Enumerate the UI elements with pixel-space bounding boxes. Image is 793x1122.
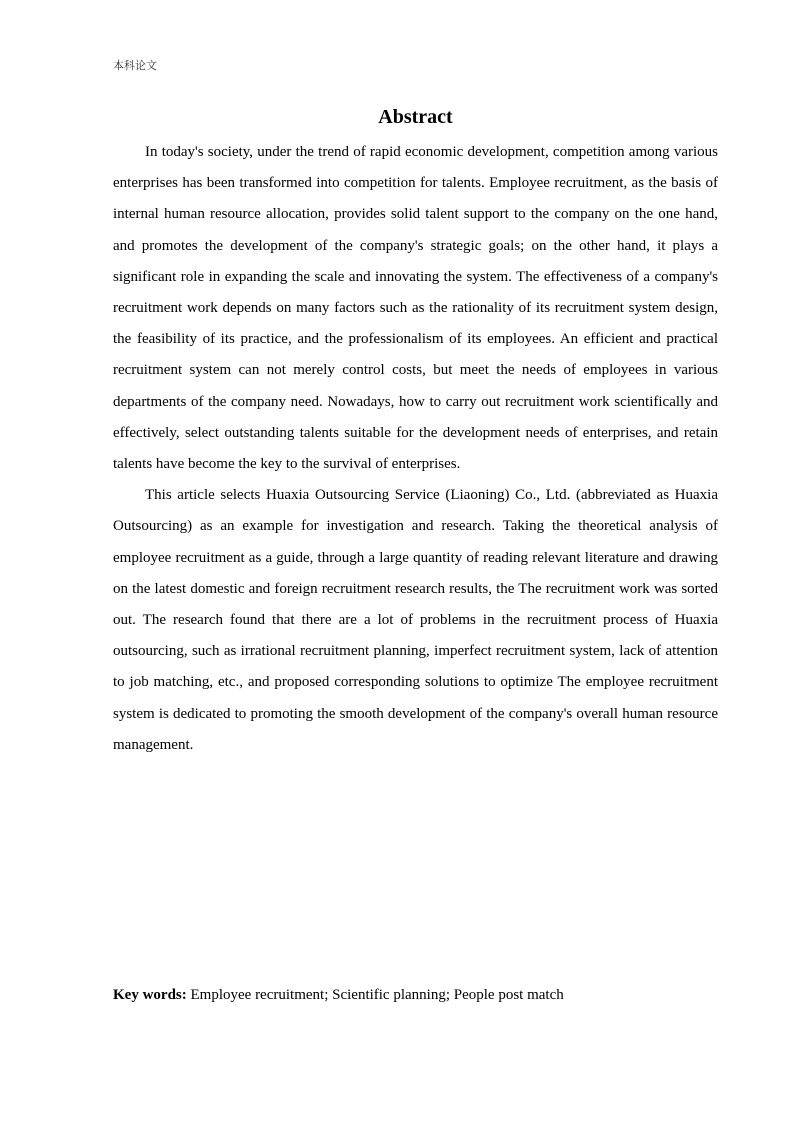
keywords-line [113,981,718,1009]
abstract-title: Abstract [378,106,453,128]
keywords-text: Employee recruitment; Scientific planning; People post match [190,987,564,1003]
abstract-body [113,137,718,761]
running-header: 本科论文 [113,59,157,72]
keywords-label: Key words: [113,987,187,1003]
header-rule [113,80,719,81]
abstract-paragraph-2: This article selects Huaxia Outsourcing Service (Liaoning) Co., Ltd. (abbreviated as Huaxia Outsourcing) as an example for investigation and research. Taking the theoretical analysis of employee recruitment as a guide, through a large quantity of reading relevant literature and drawing on the latest domestic and foreign recruitment research results, the The recruitment work was sorted out. The research found that there are a lot of problems in the recruitment process of Huaxia outsourcing, such as irrational recruitment planning, imperfect recruitment system, lack of attention to job matching, etc., and proposed corresponding solutions to optimize The employee recruitment system is dedicated to promoting the smooth development of the company's overall human resource management. [113,487,718,753]
abstract-paragraph-1: In today's society, under the trend of rapid economic development, competition among various enterprises has been transformed into competition for talents. Employee recruitment, as the basis of internal human resource allocation, provides solid talent support to the company on the one hand, and promotes the development of the company's strategic goals; on the other hand, it plays a significant role in expanding the scale and innovating the system. The effectiveness of a company's recruitment work depends on many factors such as the rationality of its recruitment system design, the feasibility of its practice, and the professionalism of its employees. An efficient and practical recruitment system can not merely control costs, but meet the needs of employees in various departments of the company need. Nowadays, how to carry out recruitment work scientifically and effectively, select outstanding talents suitable for the development needs of enterprises, and retain talents have become the key to the survival of enterprises. [113,144,718,473]
